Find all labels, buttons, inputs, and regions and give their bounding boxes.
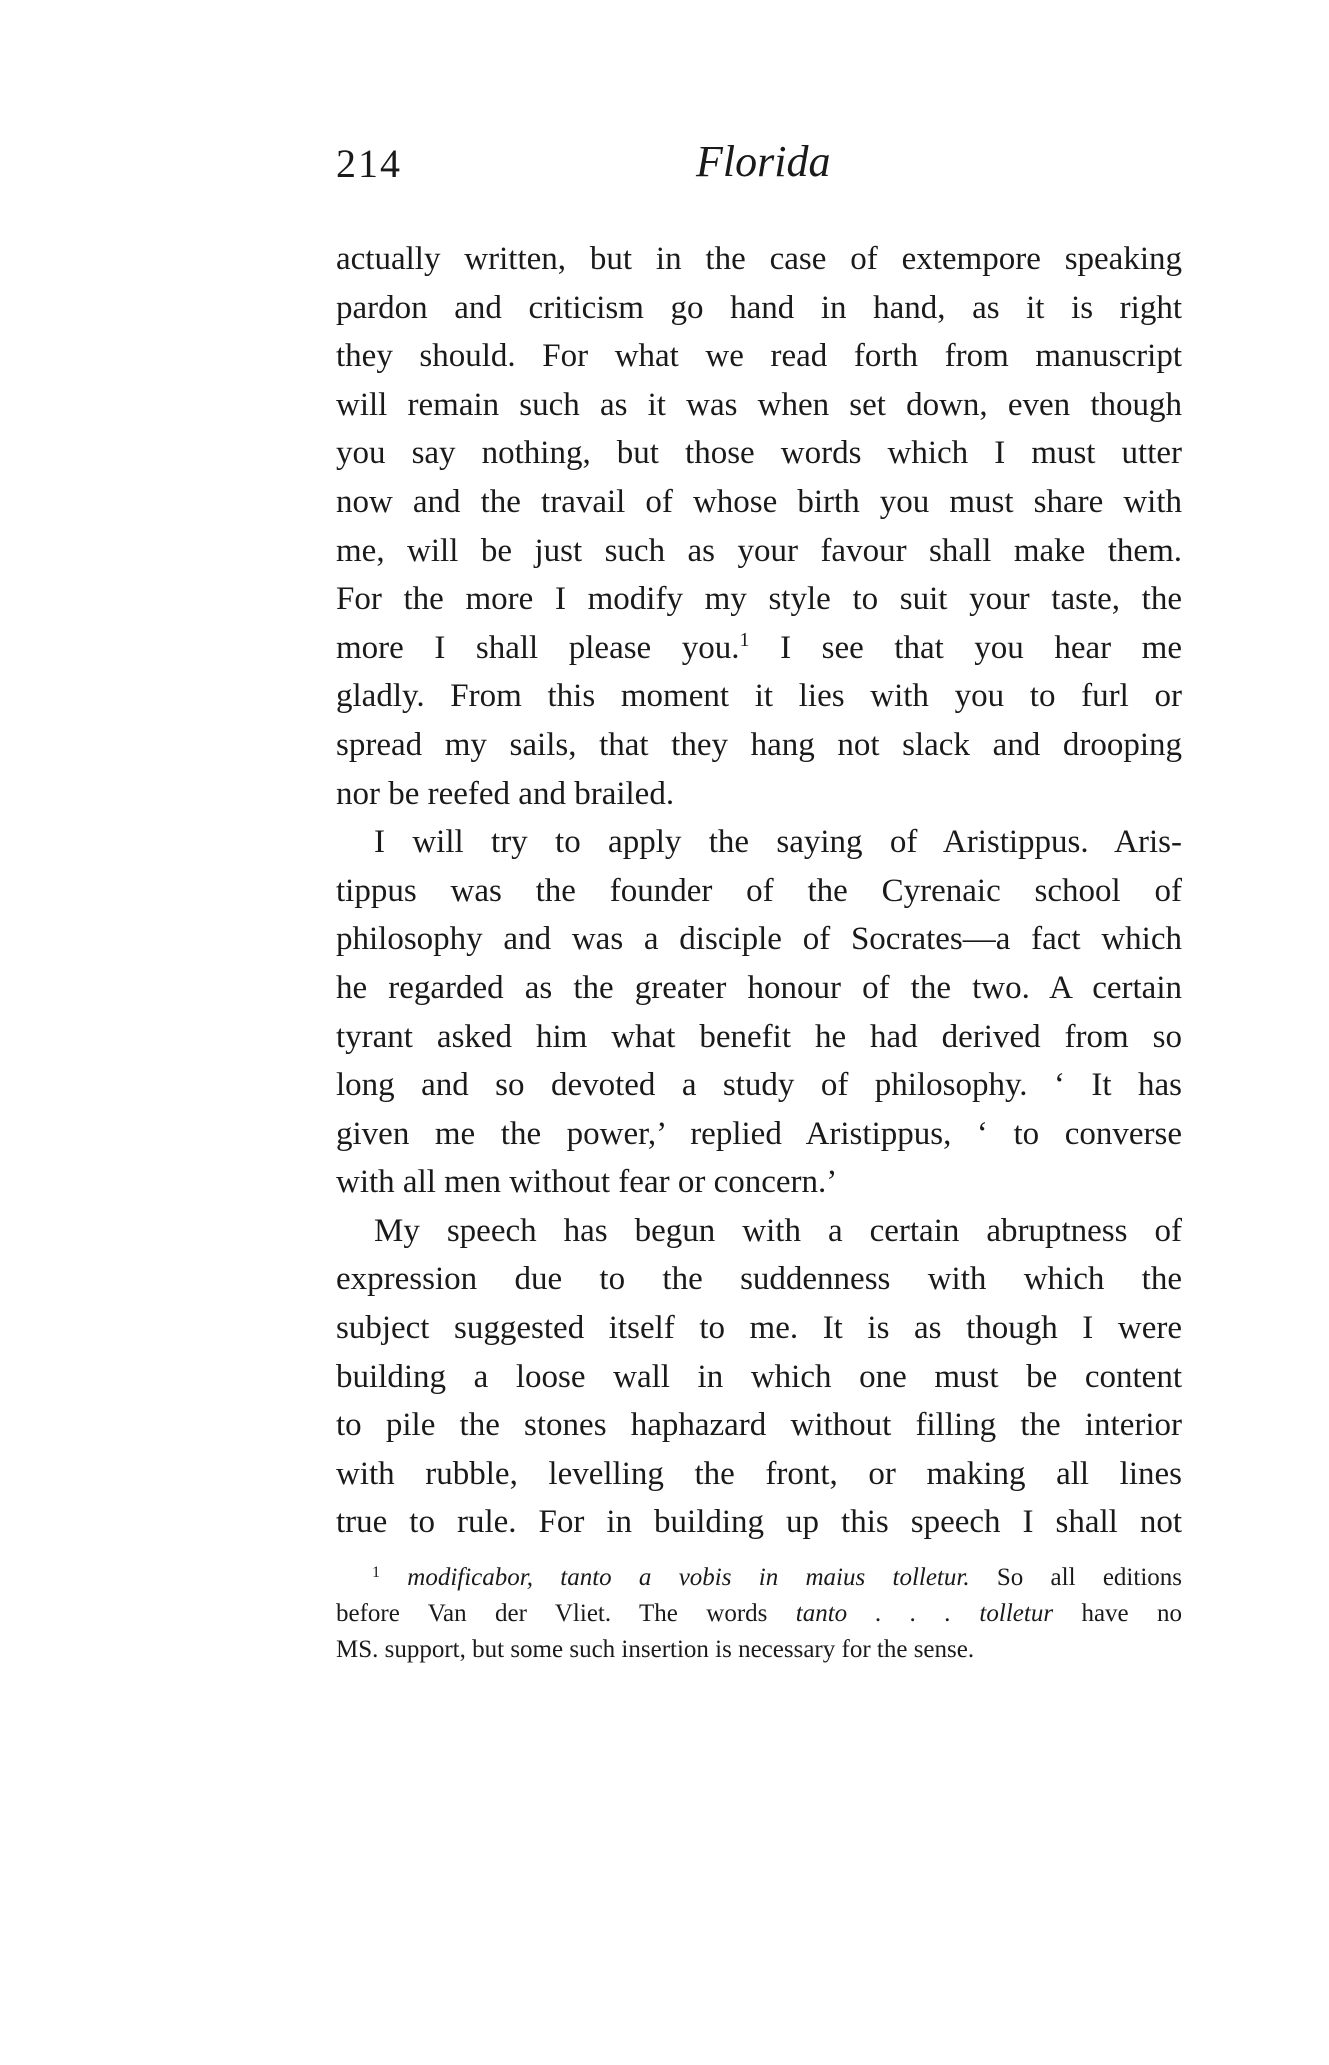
text-line: they should. For what we read forth from manuscript [336,338,1182,375]
running-title: Florida [696,137,831,186]
text-line: spread my sails, that they hang not slack and drooping [336,726,1182,763]
footnote-reference: 1 [739,628,750,651]
footnote-latin-text: tanto . . . tolletur [795,1600,1054,1627]
text-line: long and so devoted a study of philosophy. ‘ It has [336,1067,1182,1104]
footnote-mark: 1 [372,1564,380,1581]
text-line: me, will be just such as your favour shall make them. [336,532,1182,569]
paragraph-start-line: I will try to apply the saying of Aristippus. Aris- [374,824,1182,861]
footnote-line: MS. support, but some such insertion is necessary for the sense. [336,1636,975,1663]
text-fragment: So all editions [996,1564,1182,1591]
footnote-line [336,1560,1182,1596]
text-line: actually written, but in the case of extempore speaking [336,241,1182,277]
text-line: nor be reefed and brailed. [336,775,675,812]
text-line: he regarded as the greater honour of the two. A certain [336,969,1182,1006]
page-number: 214 [336,141,402,186]
footnote-line [336,1596,1182,1632]
text-line: For the more I modify my style to suit your taste, the [336,581,1182,618]
text-line: tyrant asked him what benefit he had derived from so [336,1018,1182,1055]
text-line-with-footnote-ref [336,624,1182,673]
text-line: with all men without fear or concern.’ [336,1164,838,1201]
footnotes [336,1560,1182,1668]
text-line: true to rule. For in building up this speech I shall not [336,1504,1182,1541]
text-fragment: have no [1081,1600,1183,1627]
paragraph-start-line: My speech has begun with a certain abruptness of [374,1212,1182,1249]
text-line: to pile the stones haphazard without filling the interior [336,1407,1182,1444]
text-fragment: before Van der Vliet. The words [336,1600,768,1627]
text-line: subject suggested itself to me. It is as though I were [336,1310,1182,1347]
text-line: with rubble, levelling the front, or making all lines [336,1455,1182,1492]
text-fragment: more I shall please you. [336,629,740,666]
text-line: now and the travail of whose birth you must share with [336,483,1182,520]
text-line: philosophy and was a disciple of Socrates—a fact which [336,921,1182,958]
text-line: you say nothing, but those words which I must utter [336,435,1182,472]
page-header [336,137,1186,200]
text-line: tippus was the founder of the Cyrenaic school of [336,872,1182,909]
body-text [336,235,1182,1547]
footnote-latin-text: modificabor, tanto a vobis in maius tolletur. [407,1564,970,1591]
text-line: pardon and criticism go hand in hand, as it is right [336,289,1182,326]
text-line: will remain such as it was when set down, even though [336,386,1182,423]
text-line: expression due to the suddenness with which the [336,1261,1182,1298]
text-line: gladly. From this moment it lies with you to furl or [336,678,1182,715]
text-line: given me the power,’ replied Aristippus, ‘ to converse [336,1115,1182,1152]
text-line: building a loose wall in which one must be content [336,1358,1182,1395]
text-fragment: I see that you hear me [780,629,1182,666]
